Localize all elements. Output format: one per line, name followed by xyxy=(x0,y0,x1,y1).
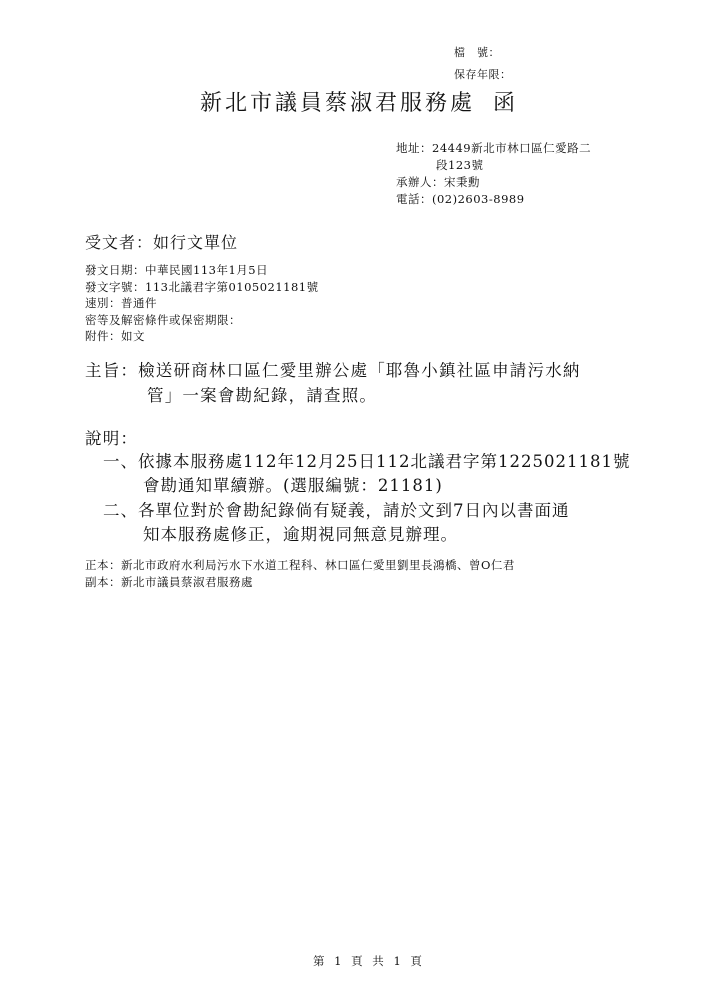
contact-block xyxy=(396,140,591,208)
document-number: 發文字號：113北議君字第0105021181號 xyxy=(85,279,319,294)
attachment: 附件：如文 xyxy=(85,329,145,343)
issuing-office: 新北市議員蔡淑君服務處 xyxy=(200,91,476,116)
copies-block xyxy=(85,557,515,591)
file-number-label: 檔 號： xyxy=(454,46,500,59)
phone: 電話：(02)2603-8989 xyxy=(396,192,525,206)
address-line-1: 地址：24449新北市林口區仁愛路二 xyxy=(396,141,592,155)
page-number: 第 1 頁 共 1 頁 xyxy=(313,954,425,968)
original-recipients: 正本：新北市政府水利局污水下水道工程科、林口區仁愛里劉里長鴻橋、曾O仁君 xyxy=(85,558,515,572)
page-title xyxy=(200,86,518,117)
subject-line-1: 主旨：檢送研商林口區仁愛里辦公處「耶魯小鎮社區申請污水納 xyxy=(85,361,581,380)
explanation-items xyxy=(103,450,630,546)
issue-date: 發文日期：中華民國113年1月5日 xyxy=(85,263,269,277)
recipient: 受文者：如行文單位 xyxy=(85,233,239,252)
item-1-line-1: 一、依據本服務處112年12月25日112北議君字第1225021181號 xyxy=(103,452,631,471)
retention-period-label: 保存年限： xyxy=(454,68,512,81)
delivery-speed: 速別：普通件 xyxy=(85,296,157,310)
handler: 承辦人：宋秉勳 xyxy=(396,175,480,189)
item-2-line-2: 知本服務處修正，逾期視同無意見辦理。 xyxy=(143,524,458,544)
item-2-line-1: 二、各單位對於會勘紀錄倘有疑義，請於文到7日內以書面通 xyxy=(103,501,570,520)
document-type: 函 xyxy=(493,91,519,116)
address-line-2: 段123號 xyxy=(436,158,484,172)
explanation-heading: 說明： xyxy=(85,429,139,448)
duplicate-recipients: 副本：新北市議員蔡淑君服務處 xyxy=(85,575,253,589)
document-meta xyxy=(85,262,319,345)
subject-line-2: 管」一案會勘紀錄，請查照。 xyxy=(147,386,378,405)
subject-block xyxy=(85,358,581,408)
item-1-line-2: 會勘通知單續辦。(選服編號：21181) xyxy=(143,475,443,495)
security-level: 密等及解密條件或保密期限： xyxy=(85,312,241,327)
